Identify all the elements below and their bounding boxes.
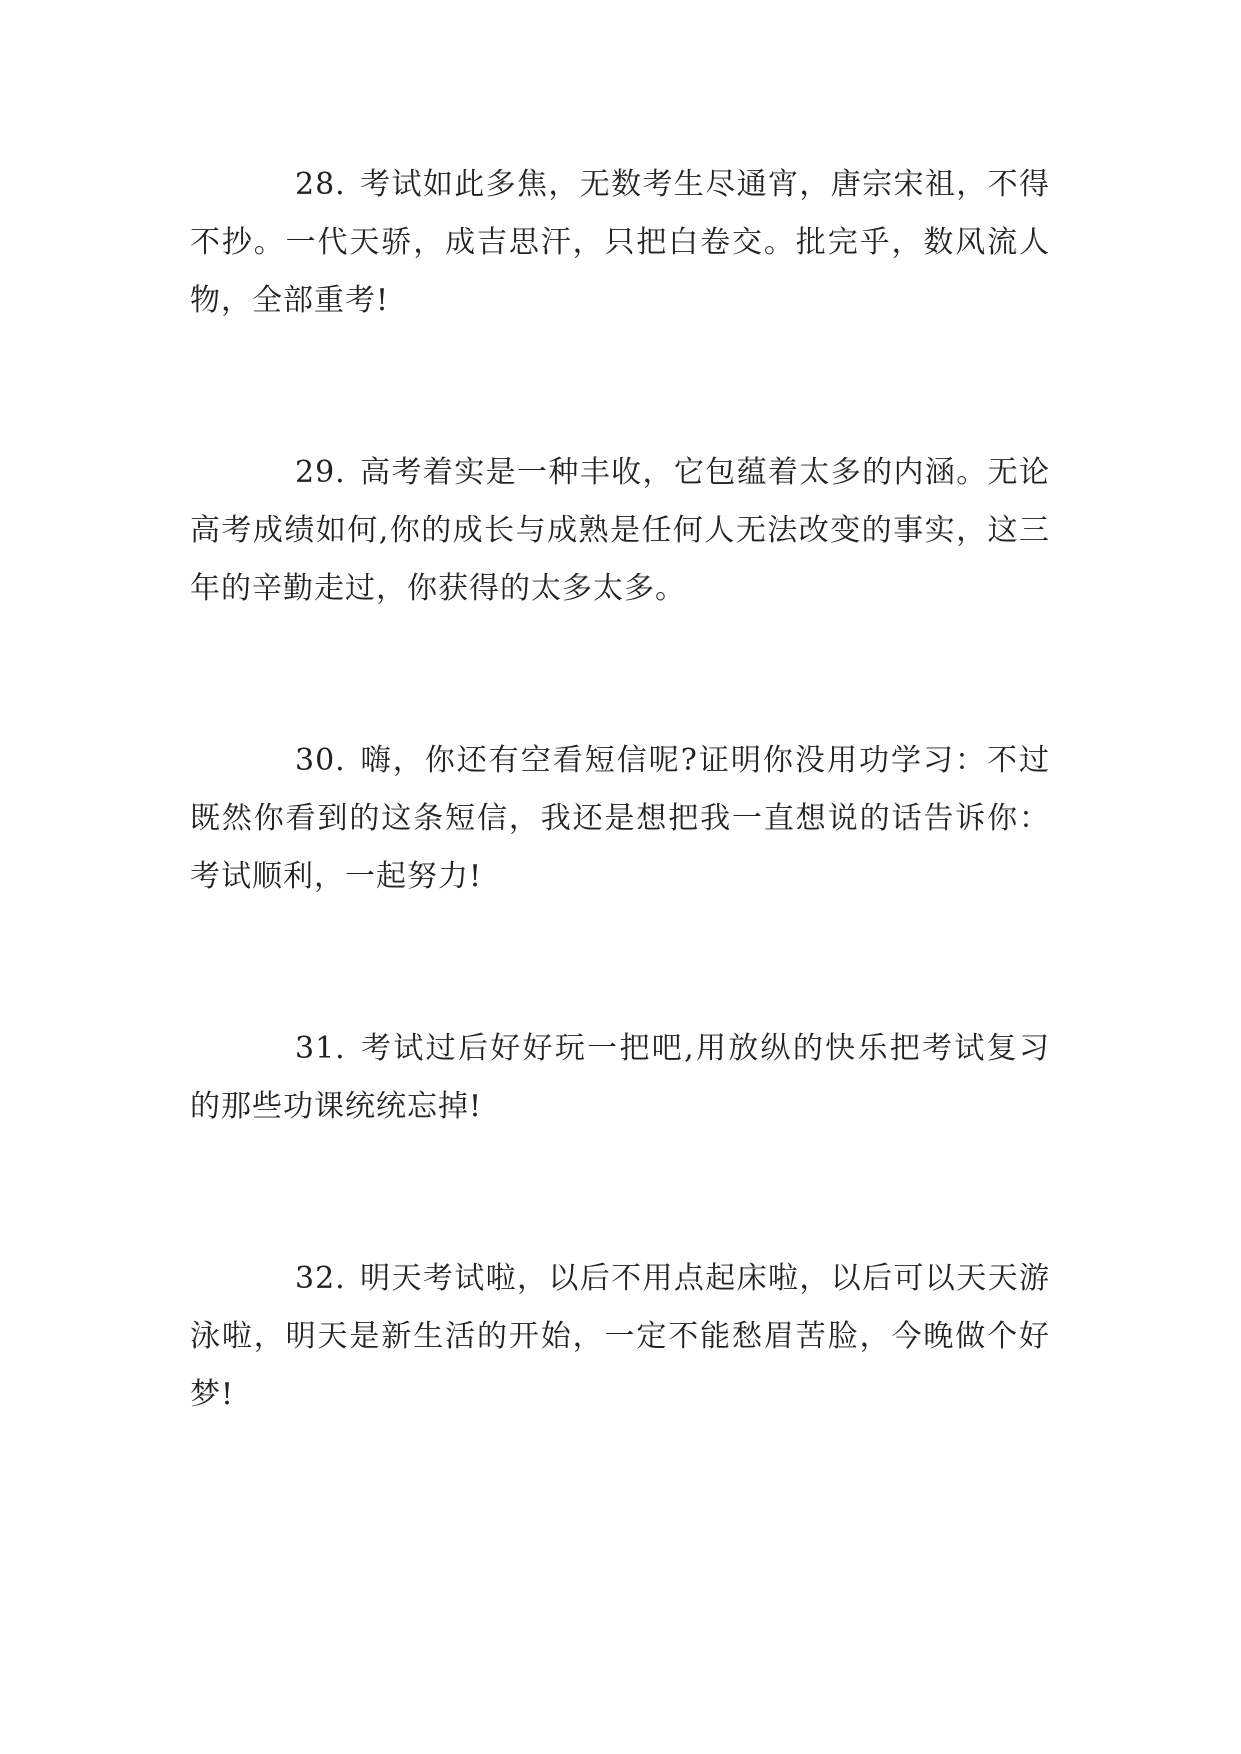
paragraph-text: 明天考试啦，以后不用点起床啦，以后可以天天游泳啦，明天是新生活的开始，一定不能愁眉苦脸，今晚做个好梦! [190,1261,1050,1412]
paragraph-text: 高考着实是一种丰收，它包蕴着太多的内涵。无论高考成绩如何,你的成长与成熟是任何人无法改变的事实，这三年的辛勤走过，你获得的太多太多。 [190,455,1050,606]
paragraph-28 [190,156,1050,330]
paragraph-29 [190,444,1050,618]
paragraph-30 [190,732,1050,906]
paragraph-31 [190,1020,1050,1136]
paragraph-number: 29. [295,455,346,490]
paragraph-text: 嗨，你还有空看短信呢?证明你没用功学习：不过既然你看到的这条短信，我还是想把我一直想说的话告诉你：考试顺利，一起努力! [190,743,1050,894]
paragraph-text: 考试过后好好玩一把吧,用放纵的快乐把考试复习的那些功课统统忘掉! [190,1031,1050,1124]
paragraph-number: 28. [295,167,346,202]
paragraph-text: 考试如此多焦，无数考生尽通宵，唐宗宋祖，不得不抄。一代天骄，成吉思汗，只把白卷交。批完乎，数风流人物，全部重考! [190,167,1050,318]
paragraph-number: 30. [295,743,346,778]
paragraph-number: 32. [295,1261,346,1296]
paragraph-number: 31. [295,1031,346,1066]
paragraph-32 [190,1250,1050,1424]
